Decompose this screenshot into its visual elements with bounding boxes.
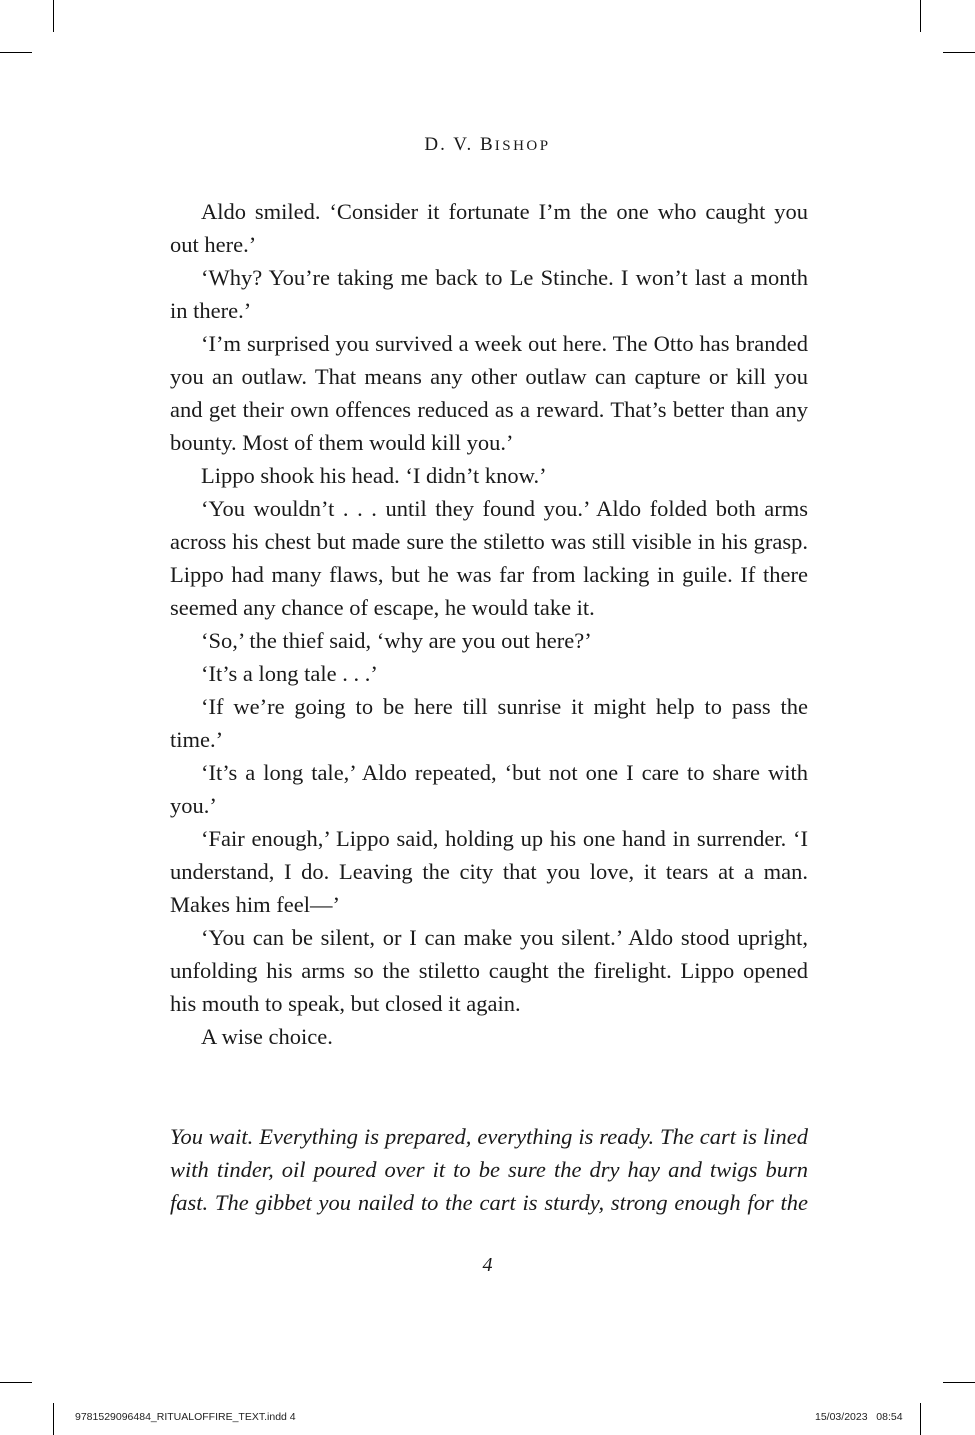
page-number: 4 bbox=[482, 1254, 493, 1276]
crop-mark-bottom-right-vertical bbox=[920, 1403, 921, 1435]
crop-mark-bottom-right-horizontal bbox=[943, 1382, 975, 1383]
crop-mark-top-left-horizontal bbox=[0, 52, 32, 53]
crop-mark-top-left-vertical bbox=[53, 0, 54, 32]
main-text bbox=[170, 195, 808, 1053]
crop-mark-bottom-left-horizontal bbox=[0, 1382, 32, 1383]
paragraph: ‘If we’re going to be here till sunrise it might help to pass the time.’ bbox=[170, 694, 808, 752]
paragraph: ‘Fair enough,’ Lippo said, holding up his one hand in surrender. ‘I understand, I do. Leaving the city that you love, it tears at a man. Makes him feel—’ bbox=[170, 826, 808, 917]
crop-mark-top-right-vertical bbox=[920, 0, 921, 32]
paragraph: ‘I’m surprised you survived a week out here. The Otto has branded you an outlaw. That means any other outlaw can capture or kill you and get their own offences reduced as a reward. That’s better than any bounty. Most of them would kill you.’ bbox=[170, 331, 808, 455]
italic-passage: You wait. Everything is prepared, everything is ready. The cart is lined with tinder, oil poured over it to be sure the dry hay and twigs burn fast. The gibbet you nailed to the cart is sturdy, strong enough for the bbox=[170, 1124, 808, 1215]
paragraph: ‘It’s a long tale . . .’ bbox=[201, 661, 378, 686]
slug-timestamp: 15/03/2023 08:54 bbox=[815, 1411, 903, 1423]
paragraph: ‘You can be silent, or I can make you silent.’ Aldo stood upright, unfolding his arms so the stiletto caught the firelight. Lippo opened his mouth to speak, but closed it again. bbox=[170, 925, 808, 1016]
crop-mark-top-right-horizontal bbox=[943, 52, 975, 53]
author-initials: D. V. bbox=[424, 134, 481, 155]
paragraph: ‘So,’ the thief said, ‘why are you out here?’ bbox=[201, 628, 592, 653]
slug-filename: 9781529096484_RITUALOFFIRE_TEXT.indd 4 bbox=[75, 1411, 296, 1423]
crop-mark-bottom-left-vertical bbox=[53, 1403, 54, 1435]
paragraph: ‘It’s a long tale,’ Aldo repeated, ‘but not one I care to share with you.’ bbox=[170, 760, 808, 818]
paragraph: ‘Why? You’re taking me back to Le Stinche. I won’t last a month in there.’ bbox=[170, 265, 808, 323]
paragraph: A wise choice. bbox=[201, 1024, 333, 1049]
paragraph: Lippo shook his head. ‘I didn’t know.’ bbox=[201, 463, 547, 488]
paragraph: Aldo smiled. ‘Consider it fortunate I’m the one who caught you out here.’ bbox=[170, 199, 808, 257]
paragraph: ‘You wouldn’t . . . until they found you.’ Aldo folded both arms across his chest but made sure the stiletto was still visible in his grasp. Lippo had many flaws, but he was far from lacking in guile. If there seemed any chance of escape, he would take it. bbox=[170, 496, 808, 620]
running-header bbox=[0, 134, 975, 156]
author-surname-initial: B bbox=[480, 134, 495, 155]
author-surname: ISHOP bbox=[494, 138, 551, 154]
